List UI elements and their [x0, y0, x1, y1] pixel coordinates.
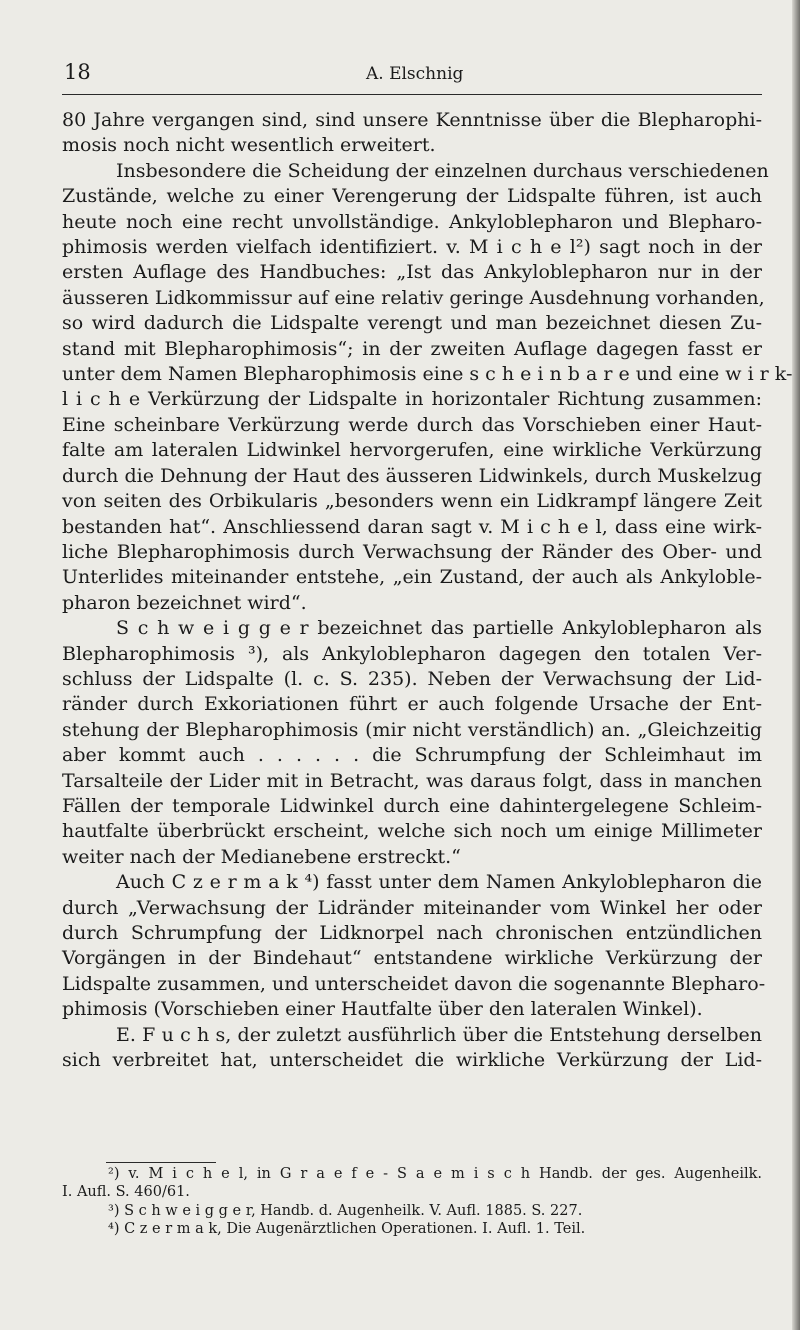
text-line: Unterlides miteinander entstehe, „ein Zustand, der auch als Ankyloble- — [62, 566, 762, 589]
text-line: unter dem Namen Blepharophimosis eine s c h e i n b a r e und eine w i r k- — [62, 363, 793, 386]
footnote-line: ³) S c h w e i g g e r, Handb. d. Augenheilk. V. Aufl. 1885. S. 227. — [108, 1202, 583, 1219]
text-line: 80 Jahre vergangen sind, sind unsere Kenntnisse über die Blepharophi- — [62, 109, 762, 131]
text-line: stand mit Blepharophimosis“; in der zweiten Auflage dagegen fasst er — [62, 337, 762, 360]
text-line: ersten Auflage des Handbuches: „Ist das Ankyloblepharon nur in der — [62, 261, 762, 284]
text-line: Auch C z e r m a k ⁴) fasst unter dem Namen Ankyloblepharon die — [116, 871, 762, 894]
text-line: E. F u c h s, der zuletzt ausführlich über die Entstehung derselben — [116, 1023, 762, 1046]
text-line: Fällen der temporale Lidwinkel durch eine dahintergelegene Schleim- — [62, 794, 762, 817]
text-line: so wird dadurch die Lidspalte verengt und man bezeichnet diesen Zu- — [62, 312, 762, 335]
text-line: von seiten des Orbikularis „besonders wenn ein Lidkrampf längere Zeit — [62, 490, 762, 513]
text-line: schluss der Lidspalte (l. c. S. 235). Neben der Verwachsung der Lid- — [62, 667, 762, 690]
footnotes — [62, 1165, 762, 1239]
text-line: pharon bezeichnet wird“. — [62, 591, 307, 614]
text-line: mosis noch nicht wesentlich erweitert. — [62, 134, 436, 157]
text-line: äusseren Lidkommissur auf eine relativ geringe Ausdehnung vorhanden, — [62, 286, 765, 309]
text-line: sich verbreitet hat, unterscheidet die wirkliche Verkürzung der Lid- — [62, 1049, 762, 1072]
text-line: aber kommt auch . . . . . . die Schrumpfung der Schleimhaut im — [62, 744, 762, 767]
text-line: durch „Verwachsung der Lidränder miteinander vom Winkel her oder — [62, 896, 762, 919]
text-line: heute noch eine recht unvollständige. Ankyloblepharon und Blepharo- — [62, 210, 762, 233]
text-line: bestanden hat“. Anschliessend daran sagt v. M i c h e l, dass eine wirk- — [62, 515, 762, 538]
page-number: 18 — [64, 60, 91, 84]
text-line: Lidspalte zusammen, und unterscheidet davon die sogenannte Blepharo- — [62, 972, 766, 995]
text-line: durch die Dehnung der Haut des äusseren Lidwinkels, durch Muskelzug — [62, 464, 762, 487]
footnote-rule — [106, 1162, 216, 1163]
text-line: hautfalte überbrückt erscheint, welche sich noch um einige Millimeter — [62, 820, 762, 843]
footnote-line: I. Aufl. S. 460/61. — [62, 1184, 190, 1201]
page-header — [62, 58, 762, 95]
text-line: phimosis werden vielfach identifiziert. v. M i c h e l²) sagt noch in der — [62, 236, 762, 259]
text-line: l i c h e Verkürzung der Lidspalte in horizontaler Richtung zusammen: — [62, 388, 762, 411]
body-text — [62, 108, 793, 1073]
page-edge — [792, 0, 800, 1330]
text-line: durch Schrumpfung der Lidknorpel nach chronischen entzündlichen — [62, 922, 762, 944]
text-line: liche Blepharophimosis durch Verwachsung der Ränder des Ober- und — [62, 540, 762, 563]
text-line: Eine scheinbare Verkürzung werde durch das Vorschieben einer Haut- — [62, 413, 762, 436]
footnote-line: ⁴) C z e r m a k, Die Augenärztlichen Operationen. I. Aufl. 1. Teil. — [108, 1221, 586, 1238]
text-line: stehung der Blepharophimosis (mir nicht verständlich) an. „Gleichzeitig — [62, 718, 762, 741]
text-line: Insbesondere die Scheidung der einzelnen durchaus verschiedenen — [116, 159, 769, 182]
text-line: phimosis (Vorschieben einer Hautfalte über den lateralen Winkel). — [62, 998, 703, 1021]
text-line: Vorgängen in der Bindehaut“ entstandene wirkliche Verkürzung der — [62, 947, 762, 970]
text-line: Zustände, welche zu einer Verengerung der Lidspalte führen, ist auch — [62, 185, 762, 208]
running-head: A. Elschnig — [366, 64, 464, 84]
footnote-line: ²) v. M i c h e l, in G r a e f e - S a e m i s c h Handb. der ges. Augenheilk. — [108, 1166, 762, 1182]
text-line: Blepharophimosis ³), als Ankyloblepharon dagegen den totalen Ver- — [62, 642, 762, 665]
text-line: falte am lateralen Lidwinkel hervorgerufen, eine wirkliche Verkürzung — [62, 439, 762, 462]
text-line: ränder durch Exkoriationen führt er auch folgende Ursache der Ent- — [62, 693, 762, 716]
text-line: S c h w e i g g e r bezeichnet das partielle Ankyloblepharon als — [116, 617, 762, 640]
text-line: weiter nach der Medianebene erstreckt.“ — [62, 845, 461, 868]
text-line: Tarsalteile der Lider mit in Betracht, was daraus folgt, dass in manchen — [62, 769, 762, 792]
